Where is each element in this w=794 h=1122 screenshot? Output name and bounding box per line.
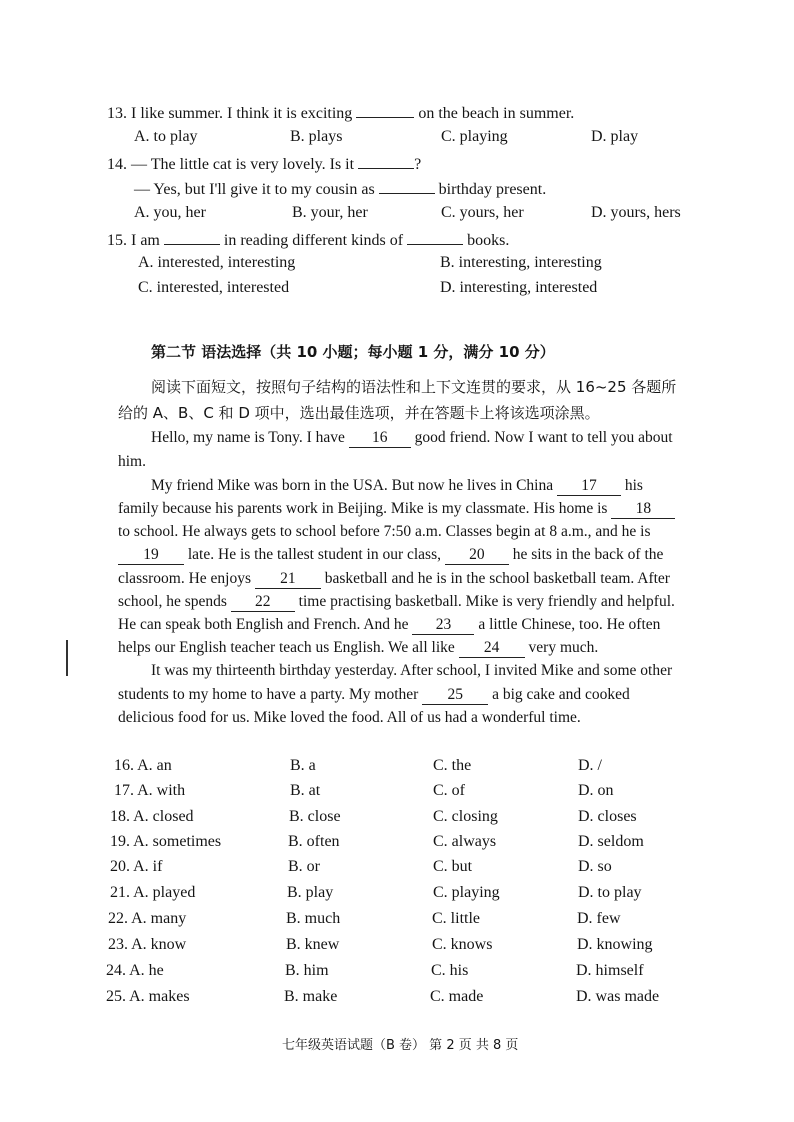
q14-option-c: C. yours, her: [441, 204, 524, 221]
choice-a: 22. A. many: [108, 910, 187, 927]
choice-d: D. /: [578, 757, 602, 774]
passage-line: [118, 615, 660, 635]
q14-blank-1: [358, 152, 414, 169]
passage-line: It was my thirteenth birthday yesterday. After school, I invited Mike and some other: [151, 662, 673, 679]
passage-text: time practising basketball. Mike is very friendly and helpful.: [298, 593, 675, 610]
choice-d: D. closes: [578, 808, 637, 825]
blank-20: 20: [445, 546, 509, 565]
passage-line: [151, 476, 643, 496]
passage-line: him.: [118, 453, 146, 470]
q15-part-1: 15. I am: [107, 232, 160, 249]
choice-b: B. knew: [286, 936, 340, 953]
choice-b: B. at: [290, 782, 321, 799]
passage-text: his: [624, 477, 643, 494]
passage-line: to school. He always gets to school before 7:50 a.m. Classes begin at 8 a.m., and he is: [118, 523, 651, 540]
passage-text: school, he spends: [118, 593, 227, 610]
blank-19: 19: [118, 546, 184, 565]
question-15: [107, 228, 509, 251]
choice-b: B. often: [288, 833, 340, 850]
passage-text: family because his parents work in Beijing. Mike is my classmate. His home is: [118, 500, 608, 517]
blank-22: 22: [231, 593, 295, 612]
choice-a: 18. A. closed: [110, 808, 194, 825]
q15-option-b: B. interesting, interesting: [440, 254, 602, 271]
q13-stem-before: 13. I like summer. I think it is exciting: [107, 105, 353, 122]
passage-line: [118, 545, 663, 565]
choice-c: C. knows: [432, 936, 493, 953]
margin-mark: [66, 640, 68, 676]
q15-option-a: A. interested, interesting: [138, 254, 296, 271]
passage-text: Hello, my name is Tony. I have: [151, 429, 345, 446]
section-instruction-line-2: 给的 A、B、C 和 D 项中，选出最佳选项，并在答题卡上将该选项涂黑。: [118, 404, 600, 422]
choice-d: D. himself: [576, 962, 644, 979]
passage-text: very much.: [528, 639, 599, 656]
q14-option-a: A. you, her: [134, 204, 206, 221]
q15-blank-2: [407, 228, 463, 245]
q14-line2-before: — Yes, but I'll give it to my cousin as: [134, 181, 375, 198]
choice-a: 17. A. with: [114, 782, 186, 799]
passage-line: [118, 638, 598, 658]
choice-b: B. make: [284, 988, 338, 1005]
passage-text: late. He is the tallest student in our class,: [187, 546, 441, 563]
choice-c: C. but: [433, 858, 473, 875]
passage-text: students to my home to have a party. My mother: [118, 686, 419, 703]
choice-b: B. close: [289, 808, 341, 825]
choice-b: B. much: [286, 910, 341, 927]
blank-25: 25: [422, 686, 488, 705]
q15-blank-1: [164, 228, 220, 245]
choice-a: 16. A. an: [114, 757, 172, 774]
blank-24: 24: [459, 639, 525, 658]
page-footer: 七年级英语试题（B 卷） 第 2 页 共 8 页: [282, 1038, 519, 1053]
passage-line: delicious food for us. Mike loved the food. All of us had a wonderful time.: [118, 709, 581, 726]
q15-part-3: books.: [467, 232, 510, 249]
choice-c: C. little: [432, 910, 480, 927]
blank-17: 17: [557, 477, 621, 496]
choice-c: C. always: [433, 833, 497, 850]
q14-option-d: D. yours, hers: [591, 204, 681, 221]
blank-23: 23: [412, 616, 474, 635]
q13-stem-after: on the beach in summer.: [418, 105, 575, 122]
choice-c: C. playing: [433, 884, 500, 901]
choice-d: D. knowing: [577, 936, 653, 953]
q15-option-c: C. interested, interested: [138, 279, 290, 296]
choice-c: C. closing: [433, 808, 498, 825]
q13-option-d: D. play: [591, 128, 639, 145]
choice-a: 24. A. he: [106, 962, 164, 979]
q15-part-2: in reading different kinds of: [223, 232, 404, 249]
q14-line1-after: ?: [414, 156, 422, 173]
q14-option-b: B. your, her: [292, 204, 368, 221]
blank-21: 21: [255, 570, 321, 589]
q13-blank: [356, 101, 414, 118]
q15-option-d: D. interesting, interested: [440, 279, 598, 296]
passage-text: a big cake and cooked: [492, 686, 630, 703]
q14-line2-after: birthday present.: [438, 181, 547, 198]
passage-line: [118, 569, 670, 589]
choice-c: C. his: [431, 962, 469, 979]
choice-d: D. few: [577, 910, 621, 927]
choice-c: C. the: [433, 757, 472, 774]
passage-line: [151, 428, 673, 448]
passage-text: My friend Mike was born in the USA. But now he lives in China: [151, 477, 554, 494]
choice-b: B. play: [287, 884, 334, 901]
passage-text: he sits in the back of the: [512, 546, 664, 563]
q13-option-c: C. playing: [441, 128, 508, 145]
choice-d: D. so: [578, 858, 612, 875]
section-instruction-line-1: 阅读下面短文，按照句子结构的语法性和上下文连贯的要求，从 16~25 各题所: [151, 378, 677, 396]
section-title: 第二节 语法选择（共 10 小题；每小题 1 分，满分 10 分）: [151, 343, 555, 361]
choice-d: D. to play: [578, 884, 642, 901]
blank-18: 18: [611, 500, 675, 519]
passage-text: good friend. Now I want to tell you about: [414, 429, 673, 446]
passage-text: a little Chinese, too. He often: [478, 616, 661, 633]
choice-a: 23. A. know: [108, 936, 187, 953]
passage-text: helps our English teacher teach us English. We all like: [118, 639, 455, 656]
choice-d: D. was made: [576, 988, 660, 1005]
choice-b: B. him: [285, 962, 329, 979]
passage-line: [118, 592, 675, 612]
choice-d: D. seldom: [578, 833, 644, 850]
choice-b: B. or: [288, 858, 320, 875]
choice-c: C. made: [430, 988, 484, 1005]
choice-d: D. on: [578, 782, 614, 799]
choice-b: B. a: [290, 757, 316, 774]
question-13: [107, 101, 574, 124]
question-14: [107, 152, 421, 175]
choice-a: 19. A. sometimes: [110, 833, 222, 850]
passage-line: [118, 499, 675, 519]
choice-a: 21. A. played: [110, 884, 196, 901]
question-14-reply: [134, 177, 546, 200]
blank-16: 16: [349, 429, 411, 448]
choice-a: 20. A. if: [110, 858, 163, 875]
passage-line: [118, 685, 630, 705]
passage-text: He can speak both English and French. And he: [118, 616, 409, 633]
passage-text: classroom. He enjoys: [118, 570, 252, 587]
q14-blank-2: [379, 177, 435, 194]
choice-a: 25. A. makes: [106, 988, 190, 1005]
choice-c: C. of: [433, 782, 465, 799]
passage-text: basketball and he is in the school basketball team. After: [324, 570, 670, 587]
q14-line1-before: 14. — The little cat is very lovely. Is it: [107, 156, 355, 173]
q13-option-b: B. plays: [290, 128, 343, 145]
q13-option-a: A. to play: [134, 128, 198, 145]
